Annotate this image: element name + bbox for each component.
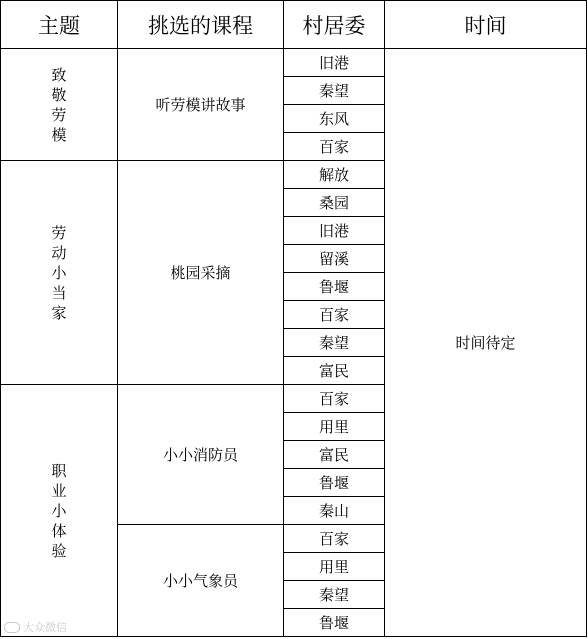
village-cell: 秦望	[284, 77, 385, 105]
village-cell: 百家	[284, 133, 385, 161]
theme-label: 劳动小当家	[51, 223, 67, 322]
village-cell: 富民	[284, 357, 385, 385]
village-cell: 旧港	[284, 49, 385, 77]
time-cell: 时间待定	[385, 49, 587, 637]
theme-label: 职业小体验	[51, 461, 67, 560]
header-theme: 主题	[1, 1, 118, 49]
theme-cell	[1, 161, 118, 385]
watermark	[4, 619, 67, 635]
table-row	[1, 49, 587, 77]
village-cell: 用里	[284, 553, 385, 581]
table-body	[1, 49, 587, 637]
course-cell: 听劳模讲故事	[118, 49, 284, 161]
village-cell: 用里	[284, 413, 385, 441]
village-cell: 百家	[284, 301, 385, 329]
watermark-text: 大众微信	[23, 621, 67, 634]
theme-cell	[1, 385, 118, 637]
course-cell: 桃园采摘	[118, 161, 284, 385]
village-cell: 秦望	[284, 581, 385, 609]
village-cell: 百家	[284, 525, 385, 553]
village-cell: 留溪	[284, 245, 385, 273]
course-cell: 小小气象员	[118, 525, 284, 637]
village-cell: 东风	[284, 105, 385, 133]
course-cell: 小小消防员	[118, 385, 284, 525]
header-course: 挑选的课程	[118, 1, 284, 49]
village-cell: 秦山	[284, 497, 385, 525]
village-cell: 秦望	[284, 329, 385, 357]
village-cell: 旧港	[284, 217, 385, 245]
watermark-logo-icon	[4, 622, 20, 633]
header-time: 时间	[385, 1, 587, 49]
theme-cell	[1, 49, 118, 161]
header-row	[1, 1, 587, 49]
village-cell: 富民	[284, 441, 385, 469]
village-cell: 鲁堰	[284, 273, 385, 301]
village-cell: 桑园	[284, 189, 385, 217]
village-cell: 鲁堰	[284, 609, 385, 637]
village-cell: 鲁堰	[284, 469, 385, 497]
header-committee: 村居委	[284, 1, 385, 49]
theme-label: 致敬劳模	[51, 65, 67, 144]
village-cell: 解放	[284, 161, 385, 189]
village-cell: 百家	[284, 385, 385, 413]
